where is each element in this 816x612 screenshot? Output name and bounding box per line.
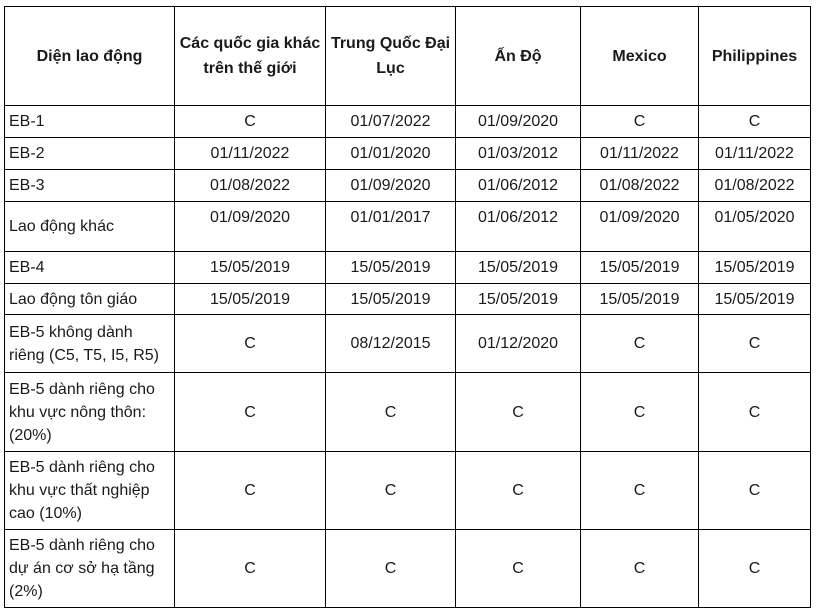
row-category: EB-2 — [5, 138, 175, 170]
table-cell: 01/08/2022 — [699, 170, 811, 202]
table-cell: 01/01/2017 — [326, 202, 456, 252]
table-cell: C — [581, 373, 699, 452]
table-row — [5, 170, 811, 202]
table-cell: C — [699, 530, 811, 608]
table-cell: C — [326, 530, 456, 608]
table-row — [5, 530, 811, 608]
table-cell: 15/05/2019 — [699, 284, 811, 315]
table-cell: 01/08/2022 — [581, 170, 699, 202]
table-cell: C — [699, 106, 811, 138]
table-cell: 15/05/2019 — [175, 252, 326, 284]
table-cell: 15/05/2019 — [456, 284, 581, 315]
table-row — [5, 452, 811, 530]
table-cell: 15/05/2019 — [699, 252, 811, 284]
table-cell: 01/09/2020 — [456, 106, 581, 138]
header-row — [5, 7, 811, 106]
table-cell: 01/01/2020 — [326, 138, 456, 170]
table-cell: 15/05/2019 — [175, 284, 326, 315]
table-cell: C — [175, 373, 326, 452]
table-cell: 08/12/2015 — [326, 315, 456, 373]
table-cell: C — [699, 315, 811, 373]
table-cell: 01/09/2020 — [175, 202, 326, 252]
table-cell: 01/06/2012 — [456, 202, 581, 252]
table-cell: C — [456, 530, 581, 608]
table-cell: C — [175, 315, 326, 373]
table-cell: C — [581, 452, 699, 530]
header-mexico: Mexico — [581, 7, 699, 106]
table-cell: C — [699, 373, 811, 452]
table-cell: 15/05/2019 — [326, 252, 456, 284]
table-cell: C — [456, 373, 581, 452]
table-cell: C — [699, 452, 811, 530]
table-cell: C — [581, 315, 699, 373]
row-category: EB-5 dành riêng cho khu vực thất nghiệp cao (10%) — [5, 452, 175, 530]
table-row — [5, 106, 811, 138]
table-row — [5, 315, 811, 373]
visa-bulletin-table — [4, 6, 811, 608]
table-cell: C — [175, 452, 326, 530]
header-china: Trung Quốc Đại Lục — [326, 7, 456, 106]
table-row — [5, 202, 811, 252]
table-cell: 01/06/2012 — [456, 170, 581, 202]
table-cell: 15/05/2019 — [456, 252, 581, 284]
row-category: Lao động tôn giáo — [5, 284, 175, 315]
row-category: Lao động khác — [5, 202, 175, 252]
header-philippines: Philippines — [699, 7, 811, 106]
header-india: Ấn Độ — [456, 7, 581, 106]
header-category: Diện lao động — [5, 7, 175, 106]
table-cell: 01/05/2020 — [699, 202, 811, 252]
table-cell: C — [175, 530, 326, 608]
table-cell: 01/12/2020 — [456, 315, 581, 373]
table-cell: 15/05/2019 — [581, 252, 699, 284]
table-cell: 01/09/2020 — [581, 202, 699, 252]
row-category: EB-1 — [5, 106, 175, 138]
table-cell: 01/11/2022 — [175, 138, 326, 170]
row-category: EB-4 — [5, 252, 175, 284]
table-cell: 01/07/2022 — [326, 106, 456, 138]
table-cell: 01/03/2012 — [456, 138, 581, 170]
table-cell: 15/05/2019 — [581, 284, 699, 315]
table-row — [5, 284, 811, 315]
table-cell: 01/08/2022 — [175, 170, 326, 202]
table-row — [5, 138, 811, 170]
table-cell: 15/05/2019 — [326, 284, 456, 315]
row-category: EB-5 dành riêng cho dự án cơ sở hạ tầng (2%) — [5, 530, 175, 608]
table-cell: C — [175, 106, 326, 138]
table-cell: C — [581, 530, 699, 608]
table-cell: C — [581, 106, 699, 138]
table-cell: 01/11/2022 — [581, 138, 699, 170]
header-rest-of-world: Các quốc gia khác trên thế giới — [175, 7, 326, 106]
table-row — [5, 373, 811, 452]
table-cell: 01/09/2020 — [326, 170, 456, 202]
row-category: EB-3 — [5, 170, 175, 202]
row-category: EB-5 không dành riêng (C5, T5, I5, R5) — [5, 315, 175, 373]
table-cell: 01/11/2022 — [699, 138, 811, 170]
table-cell: C — [326, 452, 456, 530]
table-cell: C — [456, 452, 581, 530]
table-row — [5, 252, 811, 284]
row-category: EB-5 dành riêng cho khu vực nông thôn: (20%) — [5, 373, 175, 452]
table-cell: C — [326, 373, 456, 452]
